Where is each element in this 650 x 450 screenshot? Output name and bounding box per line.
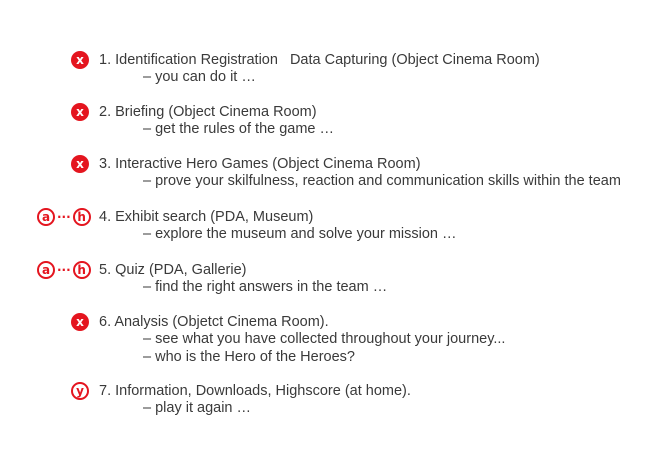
a-badge: a <box>37 208 55 226</box>
step-title: 6. Analysis (Objetct Cinema Room). <box>99 314 329 330</box>
step-subtitle: – explore the museum and solve your mission … <box>143 226 457 242</box>
h-badge: h <box>73 208 91 226</box>
x-badge: x <box>71 313 89 331</box>
step-subtitle: – you can do it … <box>143 69 256 85</box>
step-subtitle: – get the rules of the game … <box>143 121 335 137</box>
x-badge: x <box>71 155 89 173</box>
h-badge: h <box>73 261 91 279</box>
a-badge: a <box>37 261 55 279</box>
step-title <box>99 51 540 69</box>
step-title: 3. Interactive Hero Games (Object Cinema Room) <box>99 156 421 172</box>
a-to-h-range-icon <box>37 261 91 279</box>
step-subtitle: – prove your skilfulness, reaction and communication skills within the team <box>143 173 621 189</box>
step-title: 5. Quiz (PDA, Gallerie) <box>99 262 247 278</box>
step-title: 7. Information, Downloads, Highscore (at home). <box>99 383 411 399</box>
range-dots: ··· <box>57 263 71 277</box>
x-badge: x <box>71 51 89 69</box>
step-title: 2. Briefing (Object Cinema Room) <box>99 104 317 120</box>
step-subtitle: – who is the Hero of the Heroes? <box>143 349 355 365</box>
x-badge: x <box>71 103 89 121</box>
a-to-h-range-icon <box>37 208 91 226</box>
x-circle-icon <box>71 313 89 331</box>
x-circle-icon <box>71 51 89 69</box>
x-circle-icon <box>71 155 89 173</box>
step-title: 4. Exhibit search (PDA, Museum) <box>99 209 314 225</box>
step-subtitle: – play it again … <box>143 400 252 416</box>
step-title-extra: Data Capturing (Object Cinema Room) <box>289 52 540 68</box>
step-title-text: 1. Identification Registration <box>99 52 278 68</box>
y-badge: y <box>71 382 89 400</box>
x-circle-icon <box>71 103 89 121</box>
step-subtitle: – see what you have collected throughout your journey... <box>143 331 506 347</box>
step-subtitle: – find the right answers in the team … <box>143 279 388 295</box>
y-circle-icon <box>71 382 89 400</box>
range-dots: ··· <box>57 210 71 224</box>
